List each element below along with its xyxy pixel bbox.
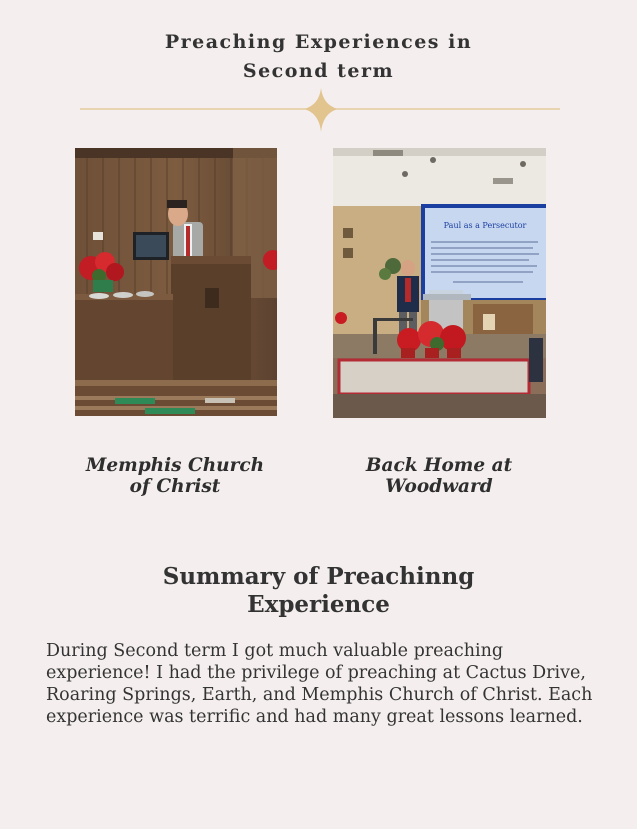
caption-line-1: Back Home at	[365, 455, 513, 476]
caption-line-2: Woodward	[385, 476, 493, 497]
star-icon	[304, 88, 338, 132]
photo-caption-woodward	[334, 455, 544, 497]
summary-heading-line-2: Experience	[247, 591, 390, 618]
caption-line-1: Memphis Church	[85, 455, 265, 476]
caption-line-2: of Christ	[129, 476, 221, 497]
page-title-line-2: Second term	[242, 60, 395, 82]
star-divider	[80, 88, 560, 132]
woodward-church-photo	[333, 148, 546, 418]
slide-title: Paul as a Persecutor	[443, 221, 527, 230]
summary-heading-line-1: Summary of Preachinng	[162, 563, 475, 590]
memphis-church-photo	[75, 148, 277, 416]
page-title-line-1: Preaching Experiences in	[164, 31, 473, 53]
summary-paragraph: During Second term I got much valuable preaching experience! I had the privilege of preaching at Cactus Drive, Roaring Springs, Earth, and Memphis Church of Christ. Each experience was terrific and had many great lessons learned.	[46, 641, 593, 727]
page-title	[0, 28, 637, 86]
summary-heading	[0, 563, 637, 619]
photo-caption-memphis	[75, 455, 275, 497]
